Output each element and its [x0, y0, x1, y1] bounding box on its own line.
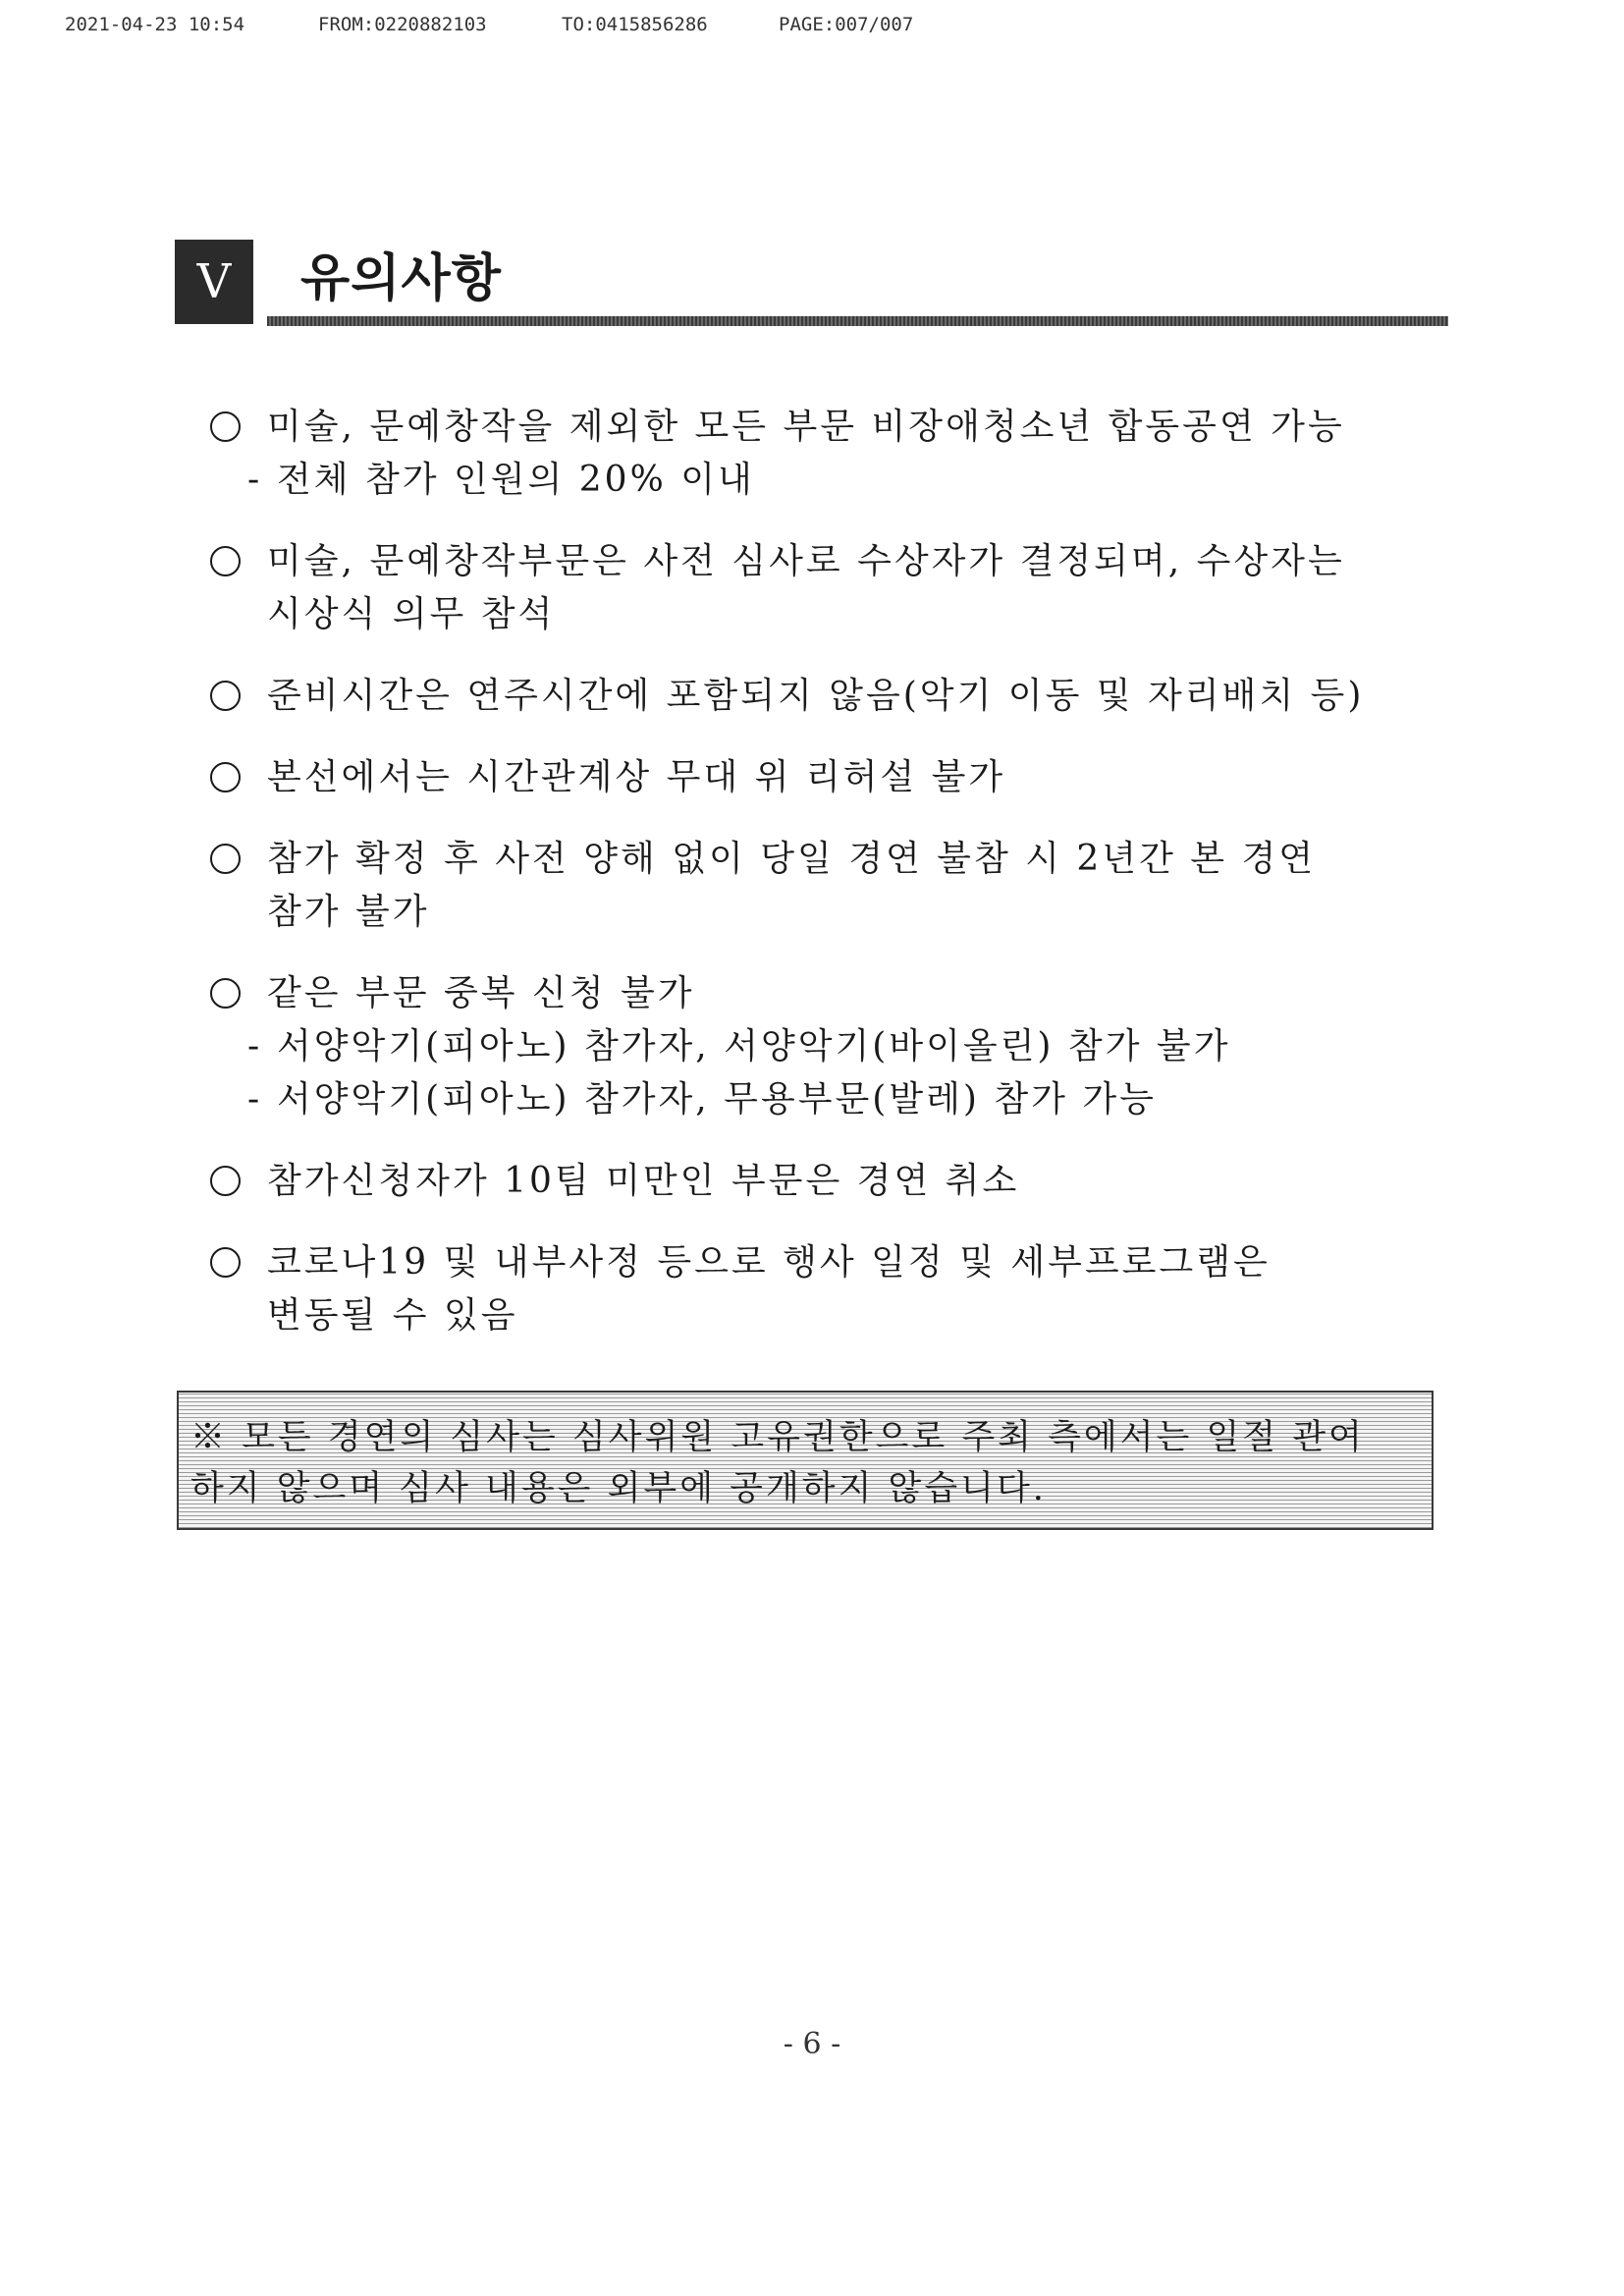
note-text: [267, 751, 1418, 804]
note-item: [210, 1236, 1418, 1342]
fax-datetime: 2021-04-23 10:54: [65, 14, 245, 35]
circle-bullet-icon: [210, 546, 241, 576]
circle-bullet-icon: [210, 978, 241, 1009]
section-number-box: V: [175, 240, 253, 324]
note-item: [210, 401, 1418, 507]
note-line: 시상식 의무 참석: [267, 594, 556, 634]
note-text: [267, 670, 1418, 723]
note-line: 미술, 문예창작을 제외한 모든 부문 비장애청소년 합동공연 가능: [267, 407, 1345, 447]
note-line: 코로나19 및 내부사정 등으로 행사 일정 및 세부프로그램은: [267, 1242, 1271, 1283]
fax-from-number: FROM:0220882103: [318, 14, 487, 35]
page-number: - 6 -: [783, 2027, 841, 2061]
note-line: 변동될 수 있음: [267, 1295, 518, 1336]
notice-line: 하지 않으며 심사 내용은 외부에 공개하지 않습니다.: [190, 1469, 1047, 1508]
note-line: 참가신청자가 10팀 미만인 부문은 경연 취소: [267, 1161, 1020, 1201]
note-line: 참가 확정 후 사전 양해 없이 당일 경연 불참 시 2년간 본 경연: [267, 839, 1317, 879]
note-item: [210, 535, 1418, 641]
note-line: 준비시간은 연주시간에 포함되지 않음(악기 이동 및 자리배치 등): [267, 676, 1365, 716]
note-text: [267, 967, 1418, 1126]
section-heading: [175, 240, 1448, 330]
section-title: 유의사항: [300, 249, 502, 308]
circle-bullet-icon: [210, 762, 241, 793]
note-text: [267, 833, 1418, 939]
note-item: [210, 967, 1418, 1126]
note-item: [210, 833, 1418, 939]
fax-page-count: PAGE:007/007: [779, 14, 914, 35]
note-text: [267, 1236, 1418, 1342]
section-underline: [267, 316, 1448, 326]
circle-bullet-icon: [210, 1166, 241, 1196]
note-line: 같은 부문 중복 신청 불가: [267, 973, 695, 1013]
circle-bullet-icon: [210, 411, 241, 442]
fax-to-number: TO:0415856286: [562, 14, 708, 35]
note-text: [267, 401, 1418, 507]
note-line: 본선에서는 시간관계상 무대 위 리허설 불가: [267, 757, 1006, 797]
note-item: [210, 751, 1418, 804]
note-sub-item: - 서양악기(피아노) 참가자, 서양악기(바이올린) 참가 불가: [247, 1020, 1418, 1073]
note-item: [210, 1155, 1418, 1208]
note-line: 미술, 문예창작부문은 사전 심사로 수상자가 결정되며, 수상자는: [267, 541, 1345, 581]
notice-line: ※ 모든 경연의 심사는 심사위원 고유권한으로 주최 측에서는 일절 관여: [190, 1418, 1365, 1457]
note-text: [267, 1155, 1418, 1208]
note-line: 참가 불가: [267, 892, 430, 932]
circle-bullet-icon: [210, 681, 241, 711]
judging-notice-box: [177, 1391, 1434, 1530]
notes-list: [210, 401, 1418, 1371]
note-item: [210, 670, 1418, 723]
note-text: [267, 535, 1418, 641]
note-sub-item: - 서양악기(피아노) 참가자, 무용부문(발레) 참가 가능: [247, 1073, 1418, 1126]
circle-bullet-icon: [210, 844, 241, 874]
note-sub-item: - 전체 참가 인원의 20% 이내: [247, 454, 1418, 507]
circle-bullet-icon: [210, 1247, 241, 1278]
